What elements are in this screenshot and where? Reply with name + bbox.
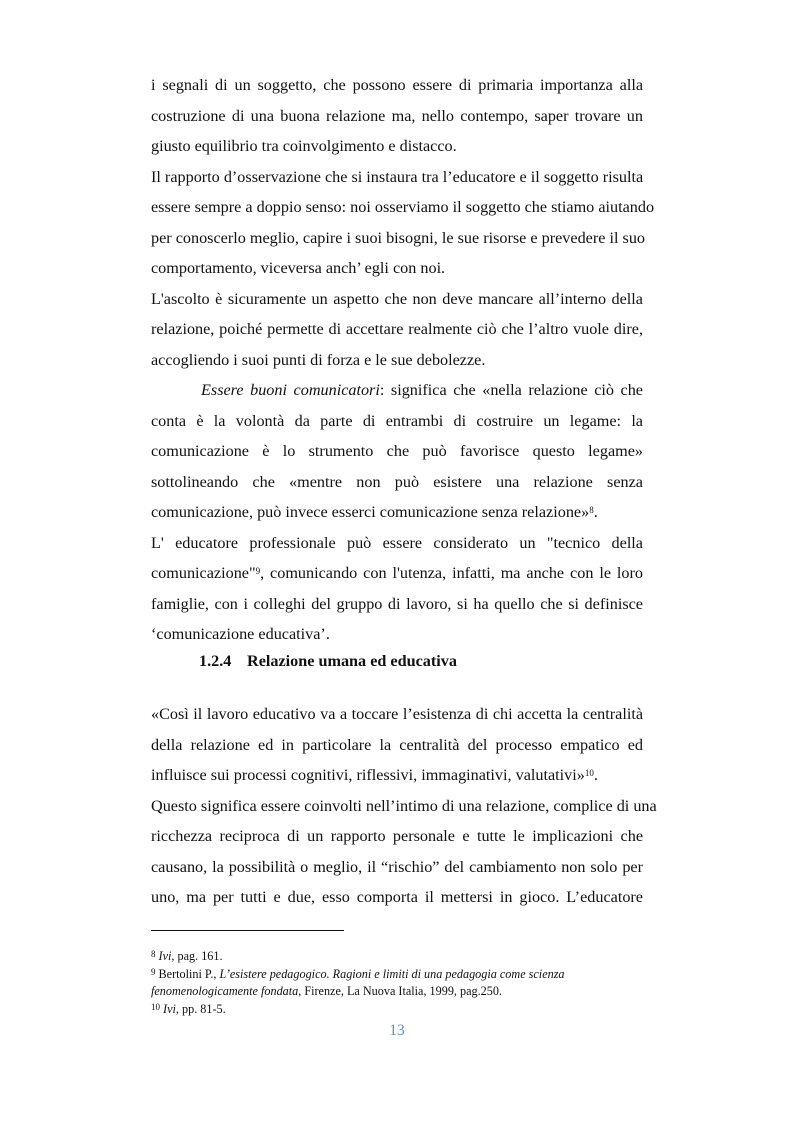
body-text-top (151, 70, 655, 650)
text-fragment: comunicazione, può invece esserci comunicazione senza relazione» (151, 503, 590, 521)
text-line: famiglie, con i colleghi del gruppo di lavoro, si ha quello che si definisce (151, 594, 643, 613)
text-line (151, 760, 643, 791)
footnote-title: L’esistere pedagogico. Ragioni e limiti di una pedagogia come scienza (219, 966, 565, 981)
communicators-label: Essere buoni comunicatori (201, 381, 380, 399)
footnote-9-cont (151, 983, 643, 1001)
footnote-ref: 8 (589, 505, 594, 515)
text-fragment: . (593, 503, 598, 521)
text-line (151, 497, 643, 528)
text-line: giusto equilibrio tra coinvolgimento e distacco. (151, 137, 457, 155)
text-line: i segnali di un soggetto, che possono essere di primaria importanza alla (151, 76, 643, 94)
text-line: della relazione ed in particolare la centralità del processo empatico ed (151, 735, 643, 754)
page-number: 13 (389, 1022, 405, 1039)
communicators-line (151, 375, 643, 406)
text-line: causano, la possibilità o meglio, il “rischio” del cambiamento non solo per (151, 857, 643, 876)
text-line: Il rapporto d’osservazione che si instaura tra l’educatore e il soggetto risulta (151, 167, 644, 186)
text-line: accogliendo i suoi punti di forza e le sue debolezze. (151, 350, 486, 369)
text-fragment: comunicazione" (151, 564, 256, 582)
body-text-bottom (151, 699, 657, 913)
footnote-mark: 10 (151, 1001, 160, 1012)
text-line: conta è la volontà da parte di entrambi di costruire un legame: la (151, 411, 643, 430)
text-line (151, 558, 643, 589)
footnote-title: fenomenologicamente fondata (151, 984, 299, 999)
section-title: Relazione umana ed educativa (247, 652, 457, 670)
footnote-ref: 9 (255, 566, 261, 576)
text-line: comportamento, viceversa anch’ egli con noi. (151, 259, 446, 277)
text-line: essere sempre a doppio senso: noi osserviamo il soggetto che stiamo aiutando (151, 198, 655, 216)
text-line: sottolineando che «mentre non può esistere una relazione senza (151, 472, 643, 491)
footnote-author: Bertolini P., (158, 966, 220, 981)
footnote-9 (151, 966, 643, 984)
text-line: uno, ma per tutti e due, esso comporta il mettersi in gioco. L’educatore (151, 888, 643, 906)
text-line: relazione, poiché permette di accettare realmente ciò che l’altro vuole dire, (151, 320, 643, 338)
text-line: ‘comunicazione educativa’. (151, 625, 330, 643)
text-line: L' educatore professionale può essere considerato un "tecnico della (151, 533, 643, 552)
text-line: comunicazione è lo strumento che può favorisce questo legame» (151, 442, 643, 460)
footnote-separator (151, 930, 344, 931)
text-line: «Così il lavoro educativo va a toccare l’esistenza di chi accetta la centralità (151, 705, 643, 723)
communicators-text: : significa che «nella relazione ciò che (379, 381, 643, 399)
text-line: costruzione di una buona relazione ma, nello contempo, saper trovare un (151, 106, 643, 125)
footnote-ivi: Ivi (158, 949, 172, 963)
footnote-text: , pp. 81-5. (175, 1001, 226, 1016)
text-line: per conoscerlo meglio, capire i suoi bisogni, le sue risorse e prevedere il suo (151, 228, 646, 247)
section-number: 1.2.4 (199, 652, 232, 670)
footnote-ivi: Ivi (163, 1001, 176, 1016)
footnote-text: , Firenze, La Nuova Italia, 1999, pag.250. (298, 984, 502, 999)
footnote-mark: 9 (151, 966, 156, 977)
footnote-8 (151, 948, 643, 966)
text-fragment: , comunicando con l'utenza, infatti, ma anche con le loro (260, 564, 643, 582)
text-line: ricchezza reciproca di un rapporto personale e tutte le implicazioni che (151, 827, 643, 845)
footnote-text: , pag. 161. (171, 949, 223, 963)
footnote-10 (151, 1001, 643, 1019)
text-line: L'ascolto è sicuramente un aspetto che non deve mancare all’interno della (151, 289, 643, 308)
footnotes (151, 948, 643, 1018)
section-heading (199, 652, 457, 671)
footnote-ref: 10 (584, 768, 594, 778)
footnote-mark: 8 (151, 949, 156, 959)
text-fragment: . (593, 766, 598, 784)
text-fragment: influisce sui processi cognitivi, riflessivi, immaginativi, valutativi» (151, 766, 585, 784)
text-line: Questo significa essere coinvolti nell’intimo di una relazione, complice di una (151, 796, 657, 815)
